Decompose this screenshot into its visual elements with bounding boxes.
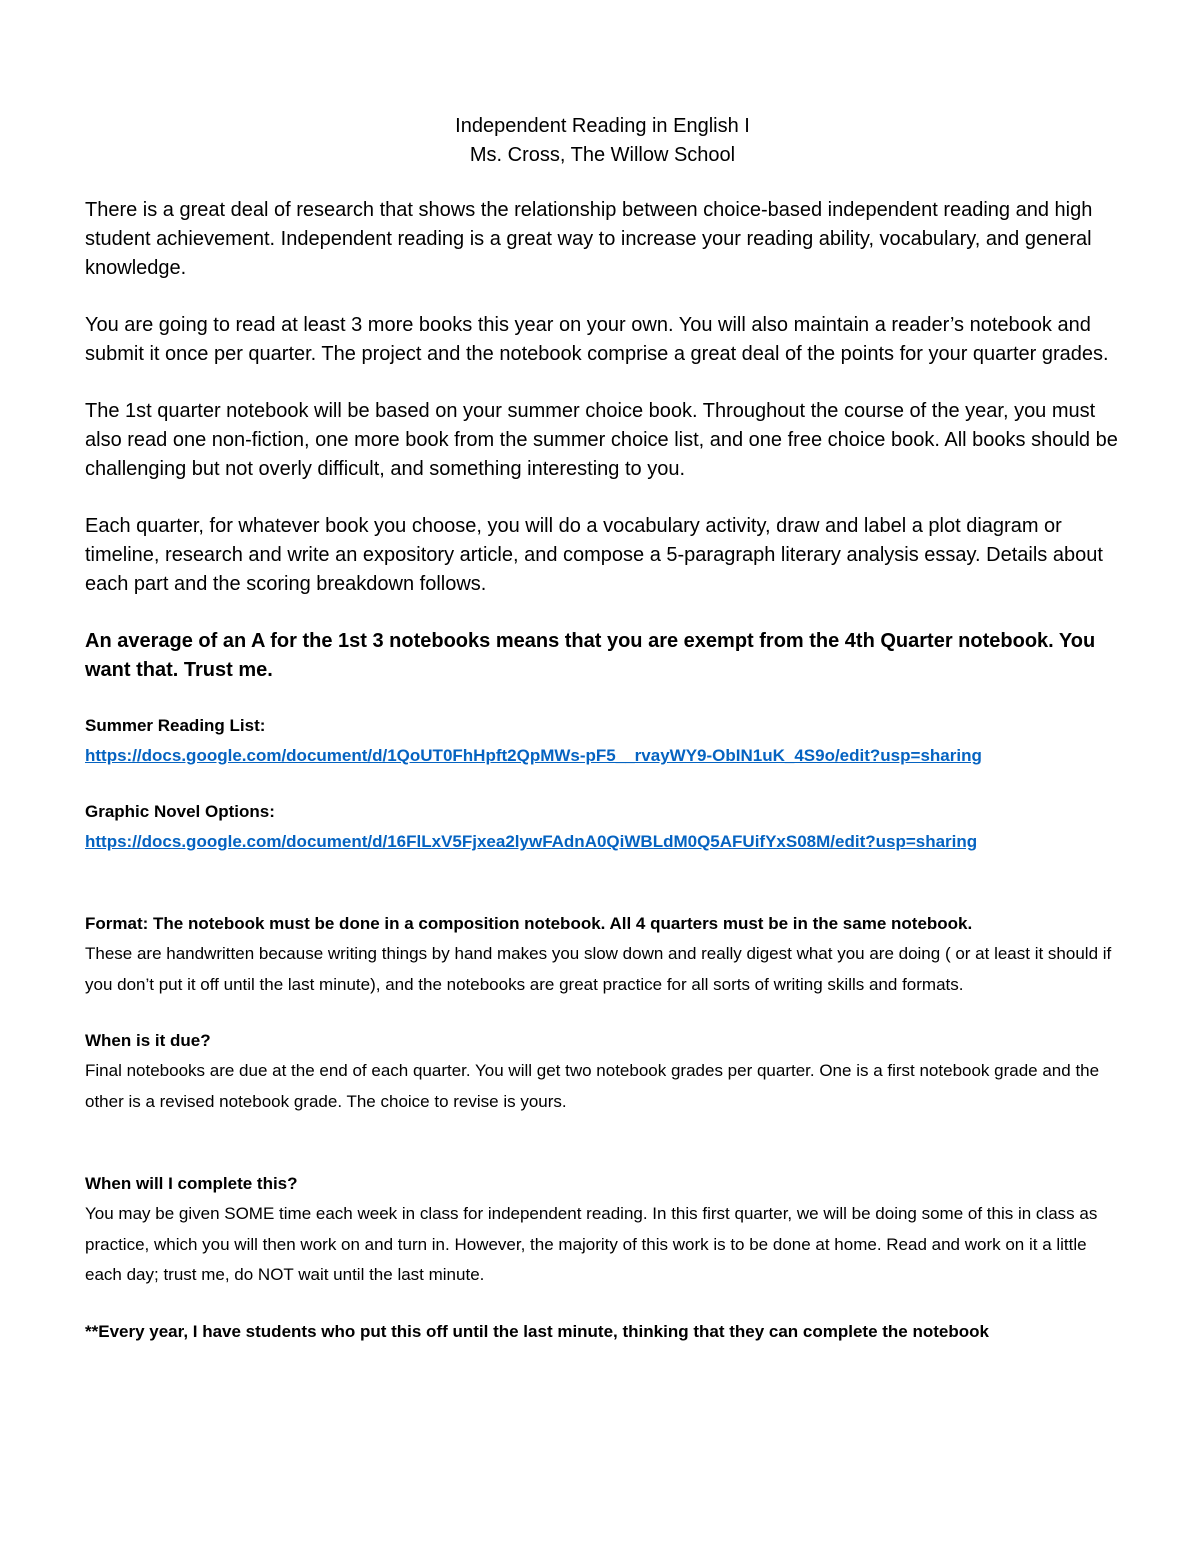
format-body: These are handwritten because writing things by hand makes you slow down and really digest what you are doing ( or at least it should if you don’t put it off until the last minute), and the notebooks are great practice for all sorts of writing skills and formats. xyxy=(85,944,1112,994)
summer-reading-link[interactable]: https://docs.google.com/document/d/1QoUT0FhHpft2QpMWs-pF5__rvayWY9-ObIN1uK_4S9o/edit?usp=sharing xyxy=(85,746,982,765)
graphic-novel-label: Graphic Novel Options: xyxy=(85,802,275,821)
warning-note: **Every year, I have students who put this off until the last minute, thinking that they can complete the notebook xyxy=(85,1321,989,1341)
intro-paragraph-1: There is a great deal of research that shows the relationship between choice-based independent reading and high student achievement. Independent reading is a great way to increase your reading ability, vocabulary, and general knowledge. xyxy=(85,199,1093,279)
document-page xyxy=(85,112,1120,1347)
due-body: Final notebooks are due at the end of each quarter. You will get two notebook grades per quarter. One is a first notebook grade and the other is a revised notebook grade. The choice to revise is yours. xyxy=(85,1061,1100,1111)
complete-heading: When will I complete this? xyxy=(85,1174,298,1193)
due-heading: When is it due? xyxy=(85,1031,211,1050)
document-title: Independent Reading in English I xyxy=(455,115,750,137)
intro-paragraph-4: Each quarter, for whatever book you choose, you will do a vocabulary activity, draw and label a plot diagram or timeline, research and write an expository article, and compose a 5-paragraph literary analysis essay. Details about each part and the scoring breakdown follows. xyxy=(85,515,1103,595)
intro-paragraph-3: The 1st quarter notebook will be based on your summer choice book. Throughout the course of the year, you must also read one non-fiction, one more book from the summer choice list, and one free choice book. All books should be challenging but not overly difficult, and something interesting to you. xyxy=(85,400,1118,480)
document-subtitle: Ms. Cross, The Willow School xyxy=(469,144,736,166)
format-heading: Format: The notebook must be done in a composition notebook. All 4 quarters must be in the same notebook. xyxy=(85,914,973,933)
exemption-note: An average of an A for the 1st 3 notebooks means that you are exempt from the 4th Quarter notebook. You want that. Trust me. xyxy=(85,630,1096,681)
intro-paragraph-2: You are going to read at least 3 more books this year on your own. You will also maintain a reader’s notebook and submit it once per quarter. The project and the notebook comprise a great deal of the points for your quarter grades. xyxy=(85,314,1109,365)
complete-body: You may be given SOME time each week in class for independent reading. In this first quarter, we will be doing some of this in class as practice, which you will then work on and turn in. However, the majority of this work is to be done at home. Read and work on it a little each day; trust me, do NOT wait until the last minute. xyxy=(85,1204,1098,1284)
graphic-novel-link[interactable]: https://docs.google.com/document/d/16FlLxV5Fjxea2lywFAdnA0QiWBLdM0Q5AFUifYxS08M/edit?usp=sharing xyxy=(85,832,978,851)
summer-reading-label: Summer Reading List: xyxy=(85,716,266,735)
